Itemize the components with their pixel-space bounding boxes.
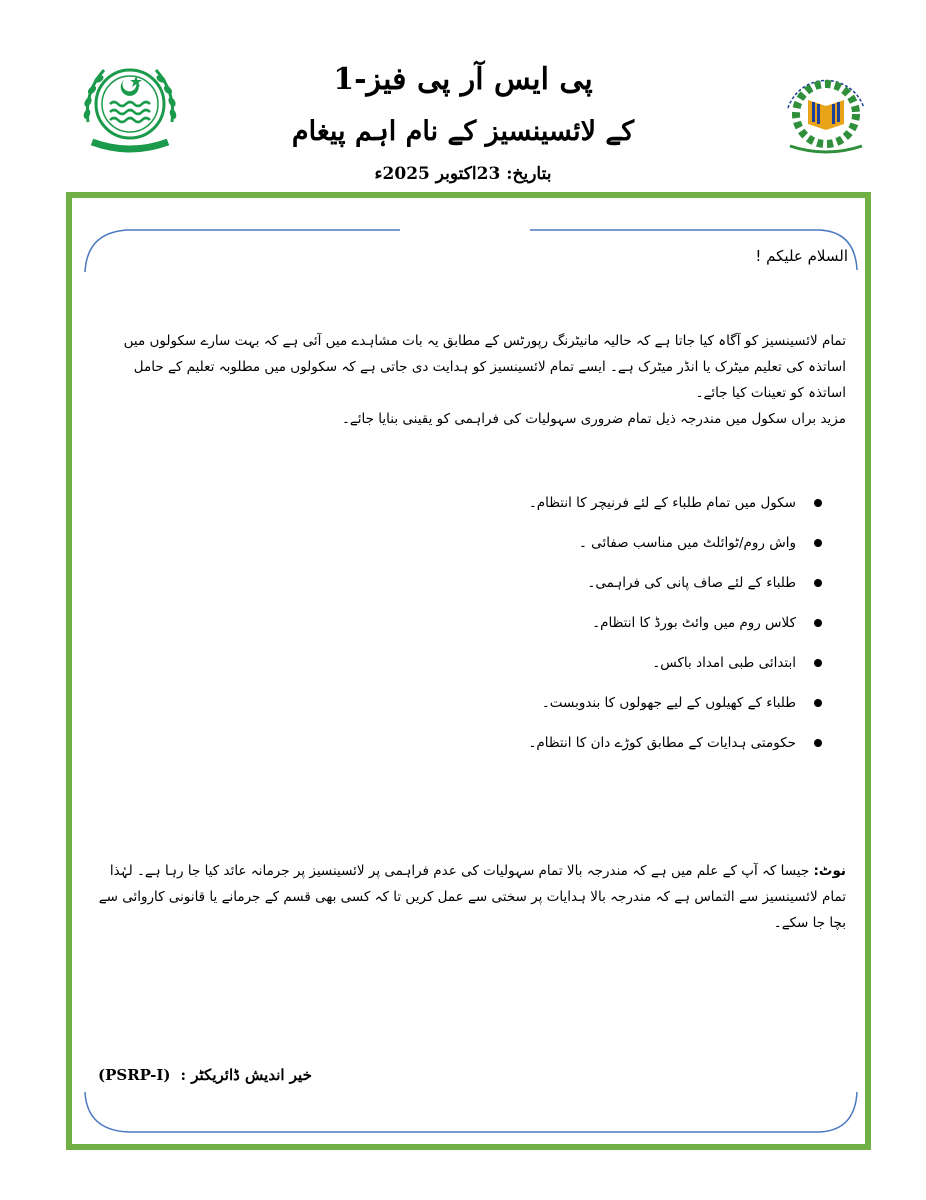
- punjab-government-logo: [74, 52, 186, 162]
- letter-body: [94, 328, 846, 432]
- signature-label: خیر اندیش ڈائریکٹر :: [180, 1066, 312, 1084]
- paragraph-teachers: تمام لائسینسیز کو آگاہ کیا جاتا ہے کہ حالیہ مانیٹرنگ رپورٹس کے مطابق یہ بات مشاہدے میں آئی ہے کہ بہت سارے سکولوں میں اساتذہ کی تعلیم میٹرک یا انڈر میٹرک ہے۔ ایسے تمام لائسینسیز کو ہدایت دی جاتی ہے کہ سکولوں میں مطلوبہ تعلیم کے حامل اساتذہ کو تعینات کیا جائے۔: [123, 333, 846, 401]
- list-item: حکومتی ہدایات کے مطابق کوڑے دان کا انتظام۔: [402, 728, 822, 768]
- page-title: پی ایس آر پی فیز-1: [333, 62, 593, 97]
- note-text: جیسا کہ آپ کے علم میں ہے کہ مندرجہ بالا تمام سہولیات کی عدم فراہمی پر لائسینسیز پر جرمانہ عائد کیا جا رہا ہے۔ لہٰذا تمام لائسینسیز سے التماس ہے کہ مندرجہ بالا ہدایات پر سختی سے عمل کریں تا کہ کسی بھی قسم کے جرمانے یا قانونی کاروائی سے بچا جا سکے۔: [98, 863, 846, 931]
- letter-date: بتاریخ: 23اکتوبر 2025ء: [374, 164, 552, 184]
- bullet-icon: [814, 739, 822, 747]
- list-item: کلاس روم میں وائٹ بورڈ کا انتظام۔: [402, 608, 822, 648]
- paragraph-facilities: مزید براں سکول میں مندرجہ ذیل تمام ضروری سہولیات کی فراہمی کو یقینی بنایا جائے۔: [341, 411, 846, 427]
- signature-org: (PSRP-I): [98, 1066, 171, 1084]
- bullet-icon: [814, 539, 822, 547]
- bullet-icon: [814, 659, 822, 667]
- page-subtitle: کے لائسینسیز کے نام اہم پیغام: [291, 116, 635, 147]
- list-item: طلباء کے لئے صاف پانی کی فراہمی۔: [402, 568, 822, 608]
- list-item: سکول میں تمام طلباء کے لئے فرنیچر کا انتظام۔: [402, 488, 822, 528]
- list-item: طلباء کے کھیلوں کے لیے جھولوں کا بندوبست۔: [402, 688, 822, 728]
- bullet-icon: [814, 579, 822, 587]
- note-section: [94, 858, 846, 936]
- note-label: نوٹ:: [813, 863, 846, 879]
- bullet-icon: [814, 499, 822, 507]
- facilities-list: [402, 488, 822, 768]
- signature-block: [98, 1060, 312, 1090]
- bullet-icon: [814, 619, 822, 627]
- list-item: واش روم/ٹوائلٹ میں مناسب صفائی ۔: [402, 528, 822, 568]
- bullet-icon: [814, 699, 822, 707]
- list-item: ابتدائی طبی امداد باکس۔: [402, 648, 822, 688]
- greeting: السلام علیکم !: [755, 247, 848, 265]
- pesrp-logo: [770, 50, 882, 168]
